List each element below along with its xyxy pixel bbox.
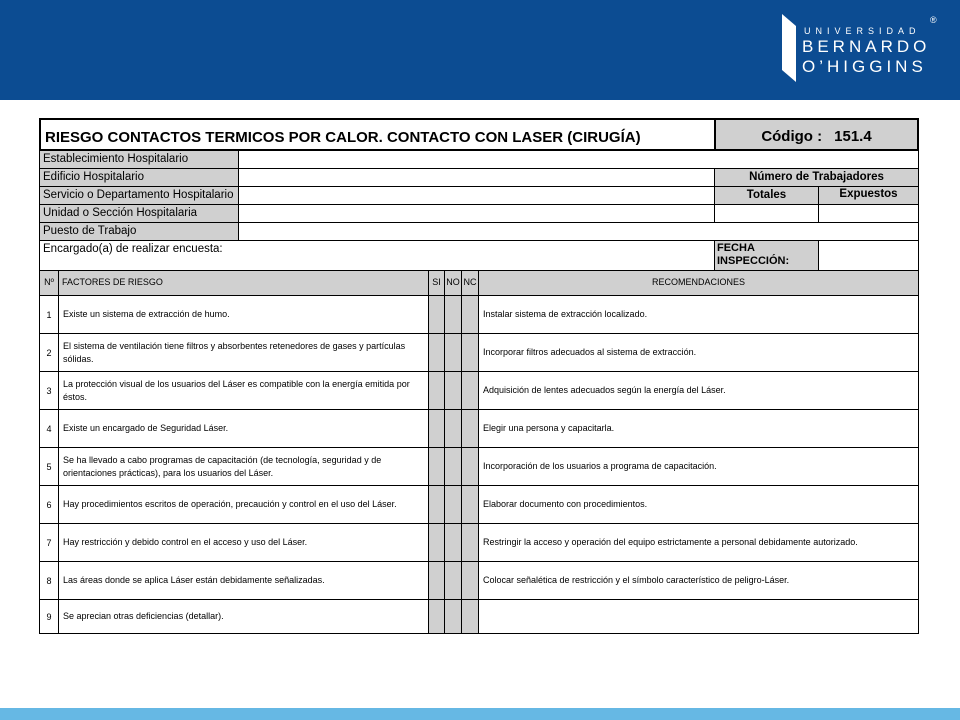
row-number: 6 [39, 485, 59, 524]
header-num: Nº [39, 270, 59, 296]
fecha-inspeccion-label: FECHA INSPECCIÓN: [714, 240, 819, 271]
workers-totales-label: Totales [714, 186, 819, 205]
check-no[interactable] [444, 561, 462, 600]
footer-bar [0, 708, 960, 720]
field-fecha[interactable] [818, 240, 919, 271]
row-number: 5 [39, 447, 59, 486]
row-factor: Se aprecian otras deficiencias (detallar). [58, 599, 429, 634]
header-si: SI [428, 270, 445, 296]
check-si[interactable] [428, 599, 445, 634]
check-si[interactable] [428, 561, 445, 600]
field-edificio[interactable] [238, 168, 715, 187]
check-no[interactable] [444, 371, 462, 410]
field-establecimiento[interactable] [238, 150, 919, 169]
field-servicio[interactable] [238, 186, 715, 205]
check-nc[interactable] [461, 485, 479, 524]
field-expuestos[interactable] [818, 204, 919, 223]
logo-mark-icon [782, 14, 796, 82]
check-si[interactable] [428, 523, 445, 562]
check-no[interactable] [444, 295, 462, 334]
check-si[interactable] [428, 485, 445, 524]
label-puesto: Puesto de Trabajo [39, 222, 239, 241]
label-servicio: Servicio o Departamento Hospitalario [39, 186, 239, 205]
check-si[interactable] [428, 447, 445, 486]
row-number: 8 [39, 561, 59, 600]
form-title: RIESGO CONTACTOS TERMICOS POR CALOR. CONTACTO CON LASER (CIRUGÍA) [39, 118, 716, 151]
check-si[interactable] [428, 333, 445, 372]
check-no[interactable] [444, 599, 462, 634]
check-nc[interactable] [461, 295, 479, 334]
row-factor: Las áreas donde se aplica Láser están debidamente señalizadas. [58, 561, 429, 600]
row-recommendation: Incorporación de los usuarios a programa de capacitación. [478, 447, 919, 486]
row-number: 2 [39, 333, 59, 372]
check-no[interactable] [444, 409, 462, 448]
row-factor: Existe un encargado de Seguridad Láser. [58, 409, 429, 448]
row-recommendation: Instalar sistema de extracción localizado. [478, 295, 919, 334]
field-totales[interactable] [714, 204, 819, 223]
row-factor: Hay procedimientos escritos de operación, precaución y control en el uso del Láser. [58, 485, 429, 524]
label-edificio: Edificio Hospitalario [39, 168, 239, 187]
field-puesto[interactable] [238, 222, 919, 241]
label-encargado: Encargado(a) de realizar encuesta: [39, 240, 715, 271]
form-code [714, 118, 919, 151]
workers-expuestos-label: Expuestos [818, 186, 919, 205]
row-factor: Existe un sistema de extracción de humo. [58, 295, 429, 334]
check-si[interactable] [428, 409, 445, 448]
label-establecimiento: Establecimiento Hospitalario [39, 150, 239, 169]
row-number: 1 [39, 295, 59, 334]
registered-mark: ® [930, 15, 937, 25]
check-no[interactable] [444, 447, 462, 486]
header-bar [0, 0, 960, 100]
row-recommendation [478, 599, 919, 634]
check-nc[interactable] [461, 333, 479, 372]
row-factor: El sistema de ventilación tiene filtros y absorbentes retenedores de gases y partículas sólidas. [58, 333, 429, 372]
check-nc[interactable] [461, 561, 479, 600]
inspection-form [39, 118, 919, 634]
code-label: Código : [761, 128, 823, 145]
check-nc[interactable] [461, 599, 479, 634]
label-unidad: Unidad o Sección Hospitalaria [39, 204, 239, 223]
check-si[interactable] [428, 295, 445, 334]
check-nc[interactable] [461, 523, 479, 562]
row-recommendation: Restringir la acceso y operación del equipo estrictamente a personal debidamente autorizado. [478, 523, 919, 562]
check-nc[interactable] [461, 409, 479, 448]
row-recommendation: Elegir una persona y capacitarla. [478, 409, 919, 448]
logo-text-bernardo: BERNARDO [802, 37, 931, 56]
header-nc: NC [461, 270, 479, 296]
row-factor: La protección visual de los usuarios del Láser es compatible con la energía emitida por éstos. [58, 371, 429, 410]
row-recommendation: Adquisición de lentes adecuados según la energía del Láser. [478, 371, 919, 410]
row-recommendation: Elaborar documento con procedimientos. [478, 485, 919, 524]
row-number: 4 [39, 409, 59, 448]
header-no: NO [444, 270, 462, 296]
header-recomendaciones: RECOMENDACIONES [478, 270, 919, 296]
workers-heading: Número de Trabajadores [714, 168, 919, 187]
header-factores: FACTORES DE RIESGO [58, 270, 429, 296]
field-unidad[interactable] [238, 204, 715, 223]
row-number: 7 [39, 523, 59, 562]
row-number: 9 [39, 599, 59, 634]
check-si[interactable] [428, 371, 445, 410]
code-value: 151.4 [834, 128, 872, 145]
university-logo [782, 12, 942, 86]
logo-text-ohiggins: O’HIGGINS [802, 57, 927, 76]
row-factor: Hay restricción y debido control en el acceso y uso del Láser. [58, 523, 429, 562]
check-no[interactable] [444, 523, 462, 562]
row-recommendation: Colocar señalética de restricción y el símbolo característico de peligro-Láser. [478, 561, 919, 600]
logo-text-universidad: UNIVERSIDAD [804, 26, 921, 36]
check-no[interactable] [444, 485, 462, 524]
check-nc[interactable] [461, 371, 479, 410]
row-number: 3 [39, 371, 59, 410]
check-no[interactable] [444, 333, 462, 372]
row-recommendation: Incorporar filtros adecuados al sistema de extracción. [478, 333, 919, 372]
check-nc[interactable] [461, 447, 479, 486]
row-factor: Se ha llevado a cabo programas de capacitación (de tecnología, seguridad y de orientaciones prácticas), para los usuarios del Láser. [58, 447, 429, 486]
